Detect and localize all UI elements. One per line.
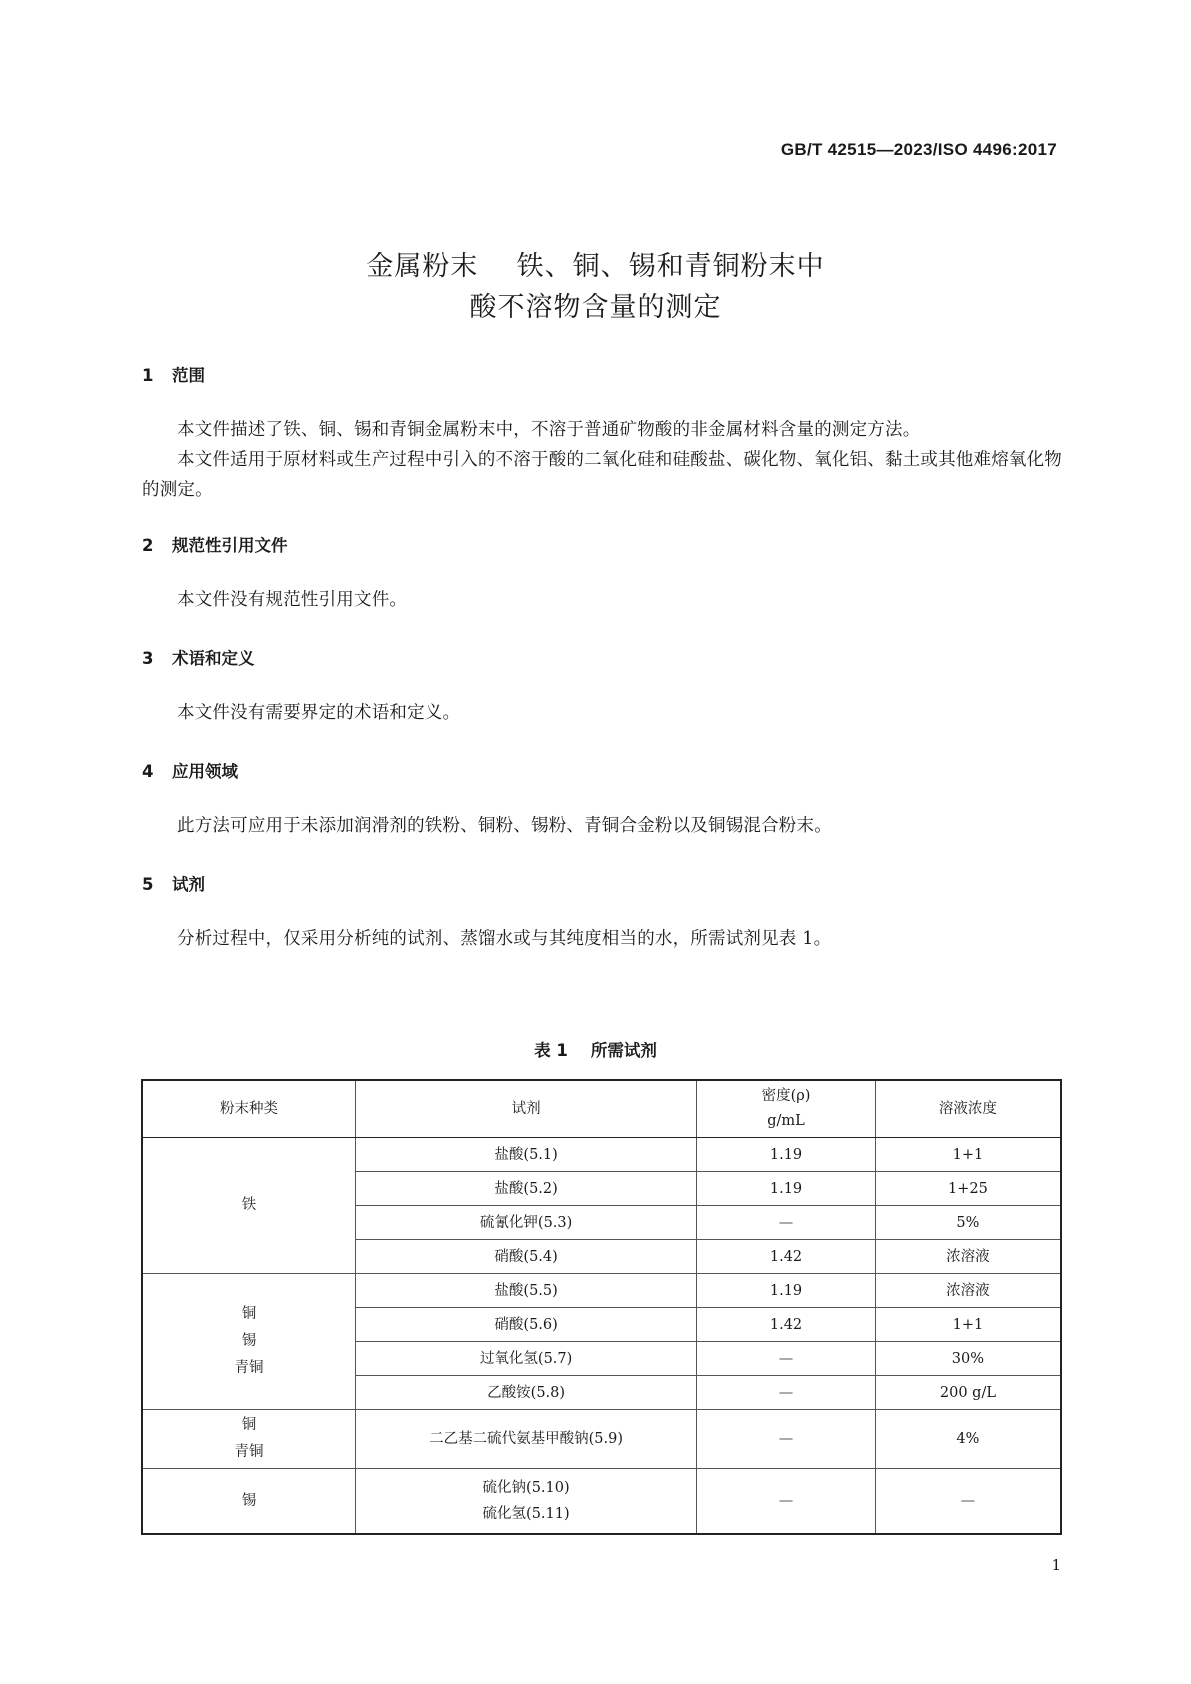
reagent-cell: 盐酸(5.5)	[355, 1274, 696, 1308]
header-density	[697, 1080, 876, 1138]
section-number: 1	[142, 366, 154, 385]
reagents-table	[141, 1079, 1062, 1535]
page-number: 1	[1051, 1556, 1061, 1574]
section-3-heading	[142, 645, 255, 669]
section-number: 5	[142, 875, 154, 894]
density-cell: —	[697, 1376, 876, 1410]
reagent-cell: 乙酸铵(5.8)	[355, 1376, 696, 1410]
section-number: 3	[142, 649, 154, 668]
concentration-cell: 30%	[875, 1342, 1061, 1376]
reagent-cell: 盐酸(5.2)	[355, 1172, 696, 1206]
density-cell: —	[697, 1410, 876, 1469]
section-title: 范围	[172, 366, 205, 385]
density-cell: —	[697, 1342, 876, 1376]
powder-type-cell: 铜 锡 青铜	[142, 1274, 355, 1410]
concentration-cell: 浓溶液	[875, 1274, 1061, 1308]
section-2-paragraph-1: 本文件没有规范性引用文件。	[177, 590, 408, 610]
reagent-cell: 硫氰化钾(5.3)	[355, 1206, 696, 1240]
table-row	[142, 1138, 1061, 1172]
concentration-cell: 1+1	[875, 1308, 1061, 1342]
density-cell: 1.19	[697, 1138, 876, 1172]
powder-type-cell: 铁	[142, 1138, 355, 1274]
header-density-label: 密度(ρ)	[761, 1088, 811, 1104]
header-powder-type: 粉末种类	[142, 1080, 355, 1138]
standard-code: GB/T 42515—2023/ISO 4496:2017	[780, 140, 1057, 159]
section-title: 应用领域	[172, 762, 238, 781]
section-number: 2	[142, 536, 154, 555]
table-row	[142, 1469, 1061, 1535]
powder-type-cell: 锡	[142, 1469, 355, 1535]
table-caption: 表 1 所需试剂	[534, 1041, 657, 1060]
table-row	[142, 1274, 1061, 1308]
concentration-cell: 5%	[875, 1206, 1061, 1240]
density-cell: —	[697, 1469, 876, 1535]
section-1-paragraph-1: 本文件描述了铁、铜、锡和青铜金属粉末中，不溶于普通矿物酸的非金属材料含量的测定方法。	[177, 420, 921, 440]
reagent-line: 硫化钠(5.10)	[482, 1480, 570, 1496]
section-2-heading	[142, 532, 288, 556]
density-cell: 1.19	[697, 1172, 876, 1206]
section-title: 术语和定义	[172, 649, 255, 668]
concentration-cell: 1+1	[875, 1138, 1061, 1172]
reagent-cell: 二乙基二硫代氨基甲酸钠(5.9)	[355, 1410, 696, 1469]
section-5-heading	[142, 871, 205, 895]
density-cell: 1.42	[697, 1240, 876, 1274]
section-title: 试剂	[172, 875, 205, 894]
powder-type-cell: 铜 青铜	[142, 1410, 355, 1469]
concentration-cell: 浓溶液	[875, 1240, 1061, 1274]
reagent-cell	[355, 1469, 696, 1535]
concentration-cell: 200 g/L	[875, 1376, 1061, 1410]
concentration-cell: —	[875, 1469, 1061, 1535]
density-cell: 1.19	[697, 1274, 876, 1308]
density-cell: —	[697, 1206, 876, 1240]
concentration-cell: 1+25	[875, 1172, 1061, 1206]
table-header-row	[142, 1080, 1061, 1138]
document-title-line-2: 酸不溶物含量的测定	[469, 292, 722, 323]
density-cell: 1.42	[697, 1308, 876, 1342]
table-row	[142, 1410, 1061, 1469]
reagent-cell: 硝酸(5.4)	[355, 1240, 696, 1274]
section-number: 4	[142, 762, 154, 781]
section-1-heading	[142, 362, 205, 386]
section-3-paragraph-1: 本文件没有需要界定的术语和定义。	[177, 703, 461, 723]
document-title-line-1: 金属粉末 铁、铜、锡和青铜粉末中	[366, 251, 825, 282]
header-reagent: 试剂	[355, 1080, 696, 1138]
section-title: 规范性引用文件	[172, 536, 288, 555]
reagent-line: 硫化氢(5.11)	[482, 1506, 570, 1522]
section-4-paragraph-1: 此方法可应用于未添加润滑剂的铁粉、铜粉、锡粉、青铜合金粉以及铜锡混合粉末。	[177, 816, 832, 836]
section-1-paragraph-2: 本文件适用于原材料或生产过程中引入的不溶于酸的二氧化硅和硅酸盐、碳化物、氧化铝、黏土或其他难熔氧化物的测定。	[142, 450, 1062, 500]
reagent-cell: 过氧化氢(5.7)	[355, 1342, 696, 1376]
reagent-cell: 盐酸(5.1)	[355, 1138, 696, 1172]
section-5-paragraph-1: 分析过程中，仅采用分析纯的试剂、蒸馏水或与其纯度相当的水，所需试剂见表 1。	[177, 929, 832, 949]
concentration-cell: 4%	[875, 1410, 1061, 1469]
header-density-unit: g/mL	[767, 1113, 805, 1129]
header-concentration: 溶液浓度	[875, 1080, 1061, 1138]
section-4-heading	[142, 758, 238, 782]
reagent-cell: 硝酸(5.6)	[355, 1308, 696, 1342]
